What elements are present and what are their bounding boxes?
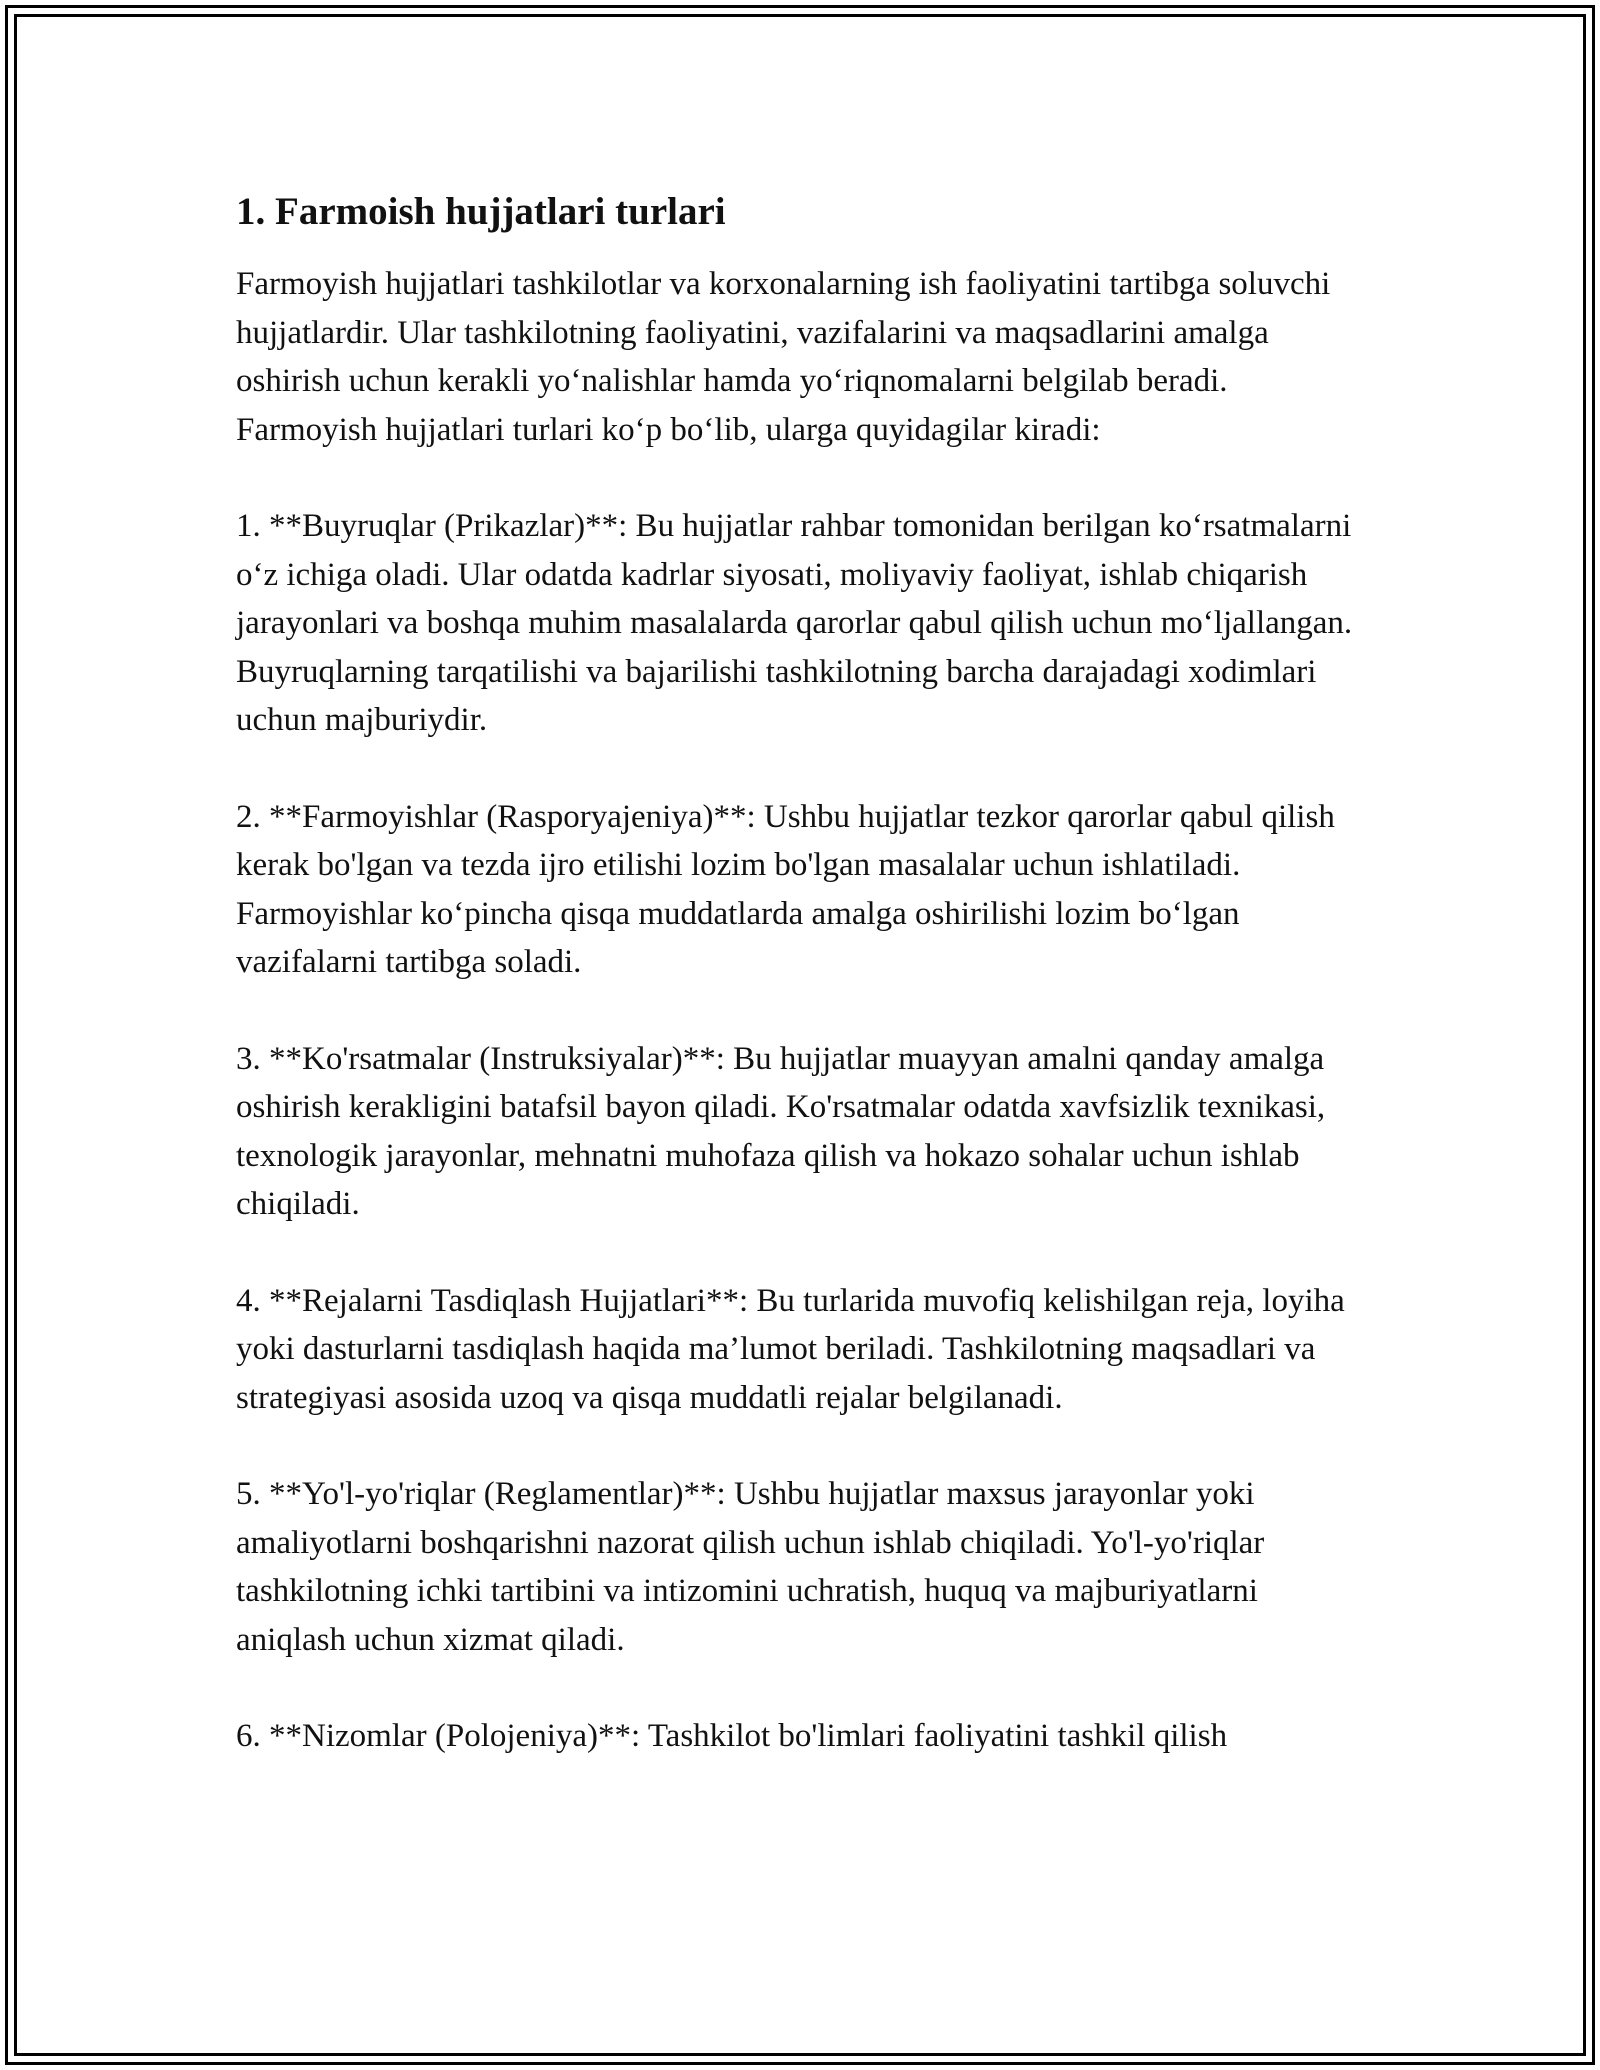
list-item-korsatmalar: 3. **Ko'rsatmalar (Instruksiyalar)**: Bu hujjatlar muayyan amalni qanday amalga oshirish kerakligini batafsil bayon qiladi. Ko'rsatmalar odatda xavfsizlik texnikasi, texnologik jarayonlar, mehnatni muhofaza qilish va hokazo sohalar uchun ishlab chiqiladi. <box>236 1040 1326 1222</box>
list-item-buyruqlar: 1. **Buyruqlar (Prikazlar)**: Bu hujjatlar rahbar tomonidan berilgan ko‘rsatmalarni o‘z ichiga oladi. Ular odatda kadrlar siyosati, moliyaviy faoliyat, ishlab chiqarish jarayonlari va boshqa muhim masalalarda qarorlar qabul qilish uchun mo‘ljallangan. Buyruqlarning tarqatilishi va bajarilishi tashkilotning barcha darajadagi xodimlari uchun majburiydir. <box>236 508 1353 738</box>
list-item-farmoyishlar: 2. **Farmoyishlar (Rasporyajeniya)**: Ushbu hujjatlar tezkor qarorlar qabul qilish kerak bo'lgan va tezda ijro etilishi lozim bo'lgan masalalar uchun ishlatiladi. Farmoyishlar ko‘pincha qisqa muddatlarda amalga oshirilishi lozim bo‘lgan vazifalarni tartibga soladi. <box>236 798 1335 980</box>
intro-paragraph: Farmoyish hujjatlari tashkilotlar va korxonalarning ish faoliyatini tartibga soluvchi hujjatlardir. Ular tashkilotning faoliyatini, vazifalarini va maqsadlarini amalga oshirish uchun kerakli yo‘nalishlar hamda yo‘riqnomalarni belgilab beradi. Farmoyish hujjatlari turlari ko‘p bo‘lib, ularga quyidagilar kiradi: <box>236 266 1331 448</box>
document-body <box>236 184 1376 1761</box>
page-title: 1. Farmoish hujjatlari turlari <box>236 190 726 233</box>
list-item-nizomlar: 6. **Nizomlar (Polojeniya)**: Tashkilot bo'limlari faoliyatini tashkil qilish <box>236 1718 1228 1754</box>
list-item-rejalar: 4. **Rejalarni Tasdiqlash Hujjatlari**: Bu turlarida muvofiq kelishilgan reja, loyiha yoki dasturlarni tasdiqlash haqida ma’lumot beriladi. Tashkilotning maqsadlari va strategiyasi asosida uzoq va qisqa muddatli rejalar belgilanadi. <box>236 1282 1345 1416</box>
list-item-yol-yoriqlar: 5. **Yo'l-yo'riqlar (Reglamentlar)**: Ushbu hujjatlar maxsus jarayonlar yoki amaliyotlarni boshqarishni nazorat qilish uchun ishlab chiqiladi. Yo'l-yo'riqlar tashkilotning ichki tartibini va intizomini uchratish, huquq va majburiyatlarni aniqlash uchun xizmat qiladi. <box>236 1476 1265 1658</box>
